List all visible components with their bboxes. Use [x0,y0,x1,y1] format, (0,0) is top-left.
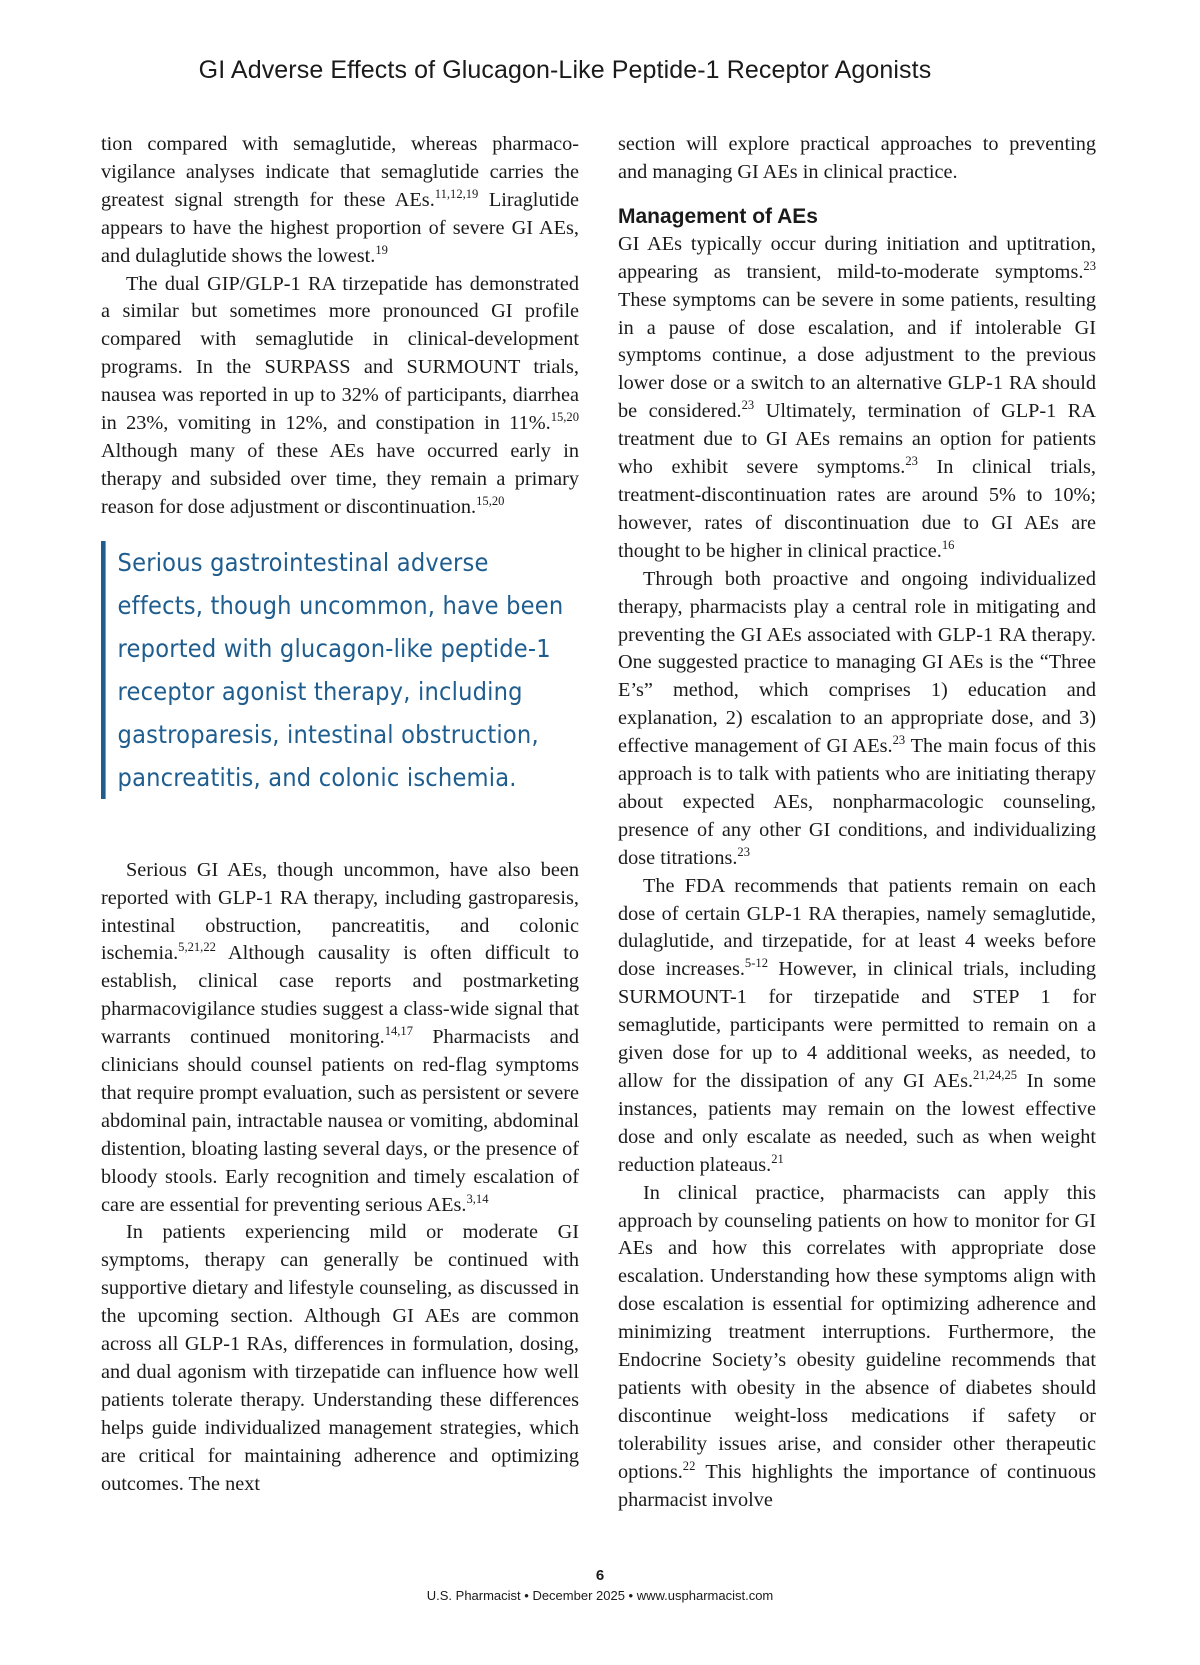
citation: 23 [892,733,906,748]
publication-footer: U.S. Pharmacist • December 2025 • www.uspharmacist.com [426,1588,774,1603]
citation: 5-12 [744,956,768,971]
citation: 19 [375,242,388,257]
left-column [101,131,579,1499]
citation: 14,17 [384,1024,414,1039]
text-run: Liraglutide appears to have the highest proportion of severe GI AEs, and dulaglutide shows the lowest. [101,188,579,267]
citation: 22 [682,1458,696,1473]
text-run: Through both proactive and ongoing individualized therapy, pharmacists play a central role in mitigating and preventing the GI AEs associated with GLP-1 RA therapy. One suggested practice to managing GI AEs is the “Three E’s” method, which comprises 1) education and explanation, 2) escalation to an appropriate dose, and 3) effective management of GI AEs. [618,567,1096,758]
body-paragraph [618,1180,1096,1515]
citation: 23 [737,844,750,859]
text-run: This highlights the importance of continuous pharmacist involve [618,1460,1096,1511]
citation: 15,20 [550,410,579,425]
body-paragraph [618,566,1096,873]
running-header: GI Adverse Effects of Glucagon-Like Peptide-1 Receptor Agonists [198,56,932,84]
text-run: In some instances, patients may remain on the lowest effective dose and only escalate as needed, such as when weight reduction plateaus. [618,1070,1096,1176]
text-run: These symptoms can be severe in some patients, resulting in a pause of dose escalation, and if intolerable GI symptoms continue, a dose adjustment to the previous lower dose or a switch to an alternative GLP-1 RA should be considered. [618,288,1096,423]
text-run: GI AEs typically occur during initiation and uptitration, appearing as transient, mild-to-moderate symptoms. [618,232,1096,283]
citation: 21 [771,1151,784,1166]
text-run: However, in clinical trials, including SURMOUNT-1 for tirzepatide and STEP 1 for semaglutide, participants were permitted to remain on a given dose for up to 4 additional weeks, as needed, to allow for the dissipation of any GI AEs. [618,958,1096,1092]
text-run: Although causality is often difficult to establish, clinical case reports and postmarketing pharmacovigilance studies suggest a class-wide signal that warrants continued monitoring. [101,942,579,1049]
body-paragraph [618,231,1096,566]
citation: 15,20 [476,494,505,509]
body-paragraph [101,131,579,271]
text-run: The FDA recommends that patients remain on each dose of certain GLP-1 RA therapies, namely semaglutide, dulaglutide, and tirzepatide, for at least 4 weeks before dose increases. [618,874,1096,981]
pull-quote: Serious gastrointestinal adverse effects, though uncommon, have been reported with glucagon-like peptide-1 receptor agonist therapy, including gastroparesis, intestinal obstruction, pancreatitis, and colonic ischemia. [101,541,568,799]
citation: 11,12,19 [434,187,479,202]
text-run: Pharmacists and clinicians should counsel patients on red-flag symptoms that require prompt evaluation, such as persistent or severe abdominal pain, intractable nausea or vomiting, abdominal distention, bloating lasting several days, or the presence of bloody stools. Early recognition and timely escalation of care are essential for preventing serious AEs. [101,1026,579,1216]
text-run: The main focus of this approach is to talk with patients who are initiating therapy about expected AEs, nonpharmacologic counseling, presence of any other GI conditions, and individualizing dose titrations. [618,735,1096,869]
section-heading: Management of AEs [618,204,818,228]
text-run: tion compared with semaglutide, whereas pharmacovigilance analyses indicate that semaglutide carries the greatest signal strength for these AEs. [101,133,579,211]
text-run: Ultimately, termination of GLP-1 RA treatment due to GI AEs remains an option for patients who exhibit severe symptoms. [618,400,1096,479]
citation: 23 [741,398,755,413]
text-run: In clinical practice, pharmacists can apply this approach by counseling patients on how to monitor for GI AEs and how this correlates with appropriate dose escalation. Understanding how these symptoms align with dose escalation is essential for optimizing adherence and minimizing treatment interruptions. Furthermore, the Endocrine Society’s obesity guideline recommends that patients with obesity in the absence of diabetes should discontinue weight-loss medications if safety or tolerability issues arise, and consider other therapeutic options. [618,1181,1096,1483]
citation: 3,14 [466,1191,489,1206]
body-paragraph [101,857,579,1220]
text-run: The dual GIP/GLP-1 RA tirzepatide has demonstrated a similar but sometimes more pronounced GI profile compared with semaglutide in clinical-development programs. In the SURPASS and SURMOUNT trials, nausea was reported in up to 32% of participants, diarrhea in 23%, vomiting in 12%, and constipation in 11%. [101,272,579,435]
body-paragraph [618,873,1096,1180]
text-run: Although many of these AEs have occurred early in therapy and subsided over time, they remain a primary reason for dose adjustment or discontinuation. [101,439,579,518]
body-paragraph [101,271,579,522]
page-number: 6 [595,1567,605,1584]
citation: 21,24,25 [973,1068,1018,1083]
citation: 16 [941,538,955,553]
body-paragraph: In patients experiencing mild or moderate GI symptoms, therapy can generally be continued with supportive dietary and lifestyle counseling, as discussed in the upcoming section. Although GI AEs are common across all GLP-1 RAs, differences in formulation, dosing, and dual agonism with tirzepatide can influence how well patients tolerate therapy. Understanding these differences helps guide individualized management strategies, which are critical for maintaining adherence and optimizing outcomes. The next [101,1221,579,1495]
text-run: Serious GI AEs, though uncommon, have also been reported with GLP-1 RA therapy, including gastroparesis, intestinal obstruction, pancreatitis, and colonic ischemia. [101,858,579,965]
citation: 5,21,22 [178,940,216,955]
right-column [618,131,1096,1515]
citation: 23 [1083,258,1096,273]
text-run: In clinical trials, treatment-discontinuation rates are around 5% to 10%; however, rates of discontinuation due to GI AEs are thought to be higher in clinical practice. [618,456,1096,562]
body-paragraph: section will explore practical approaches to preventing and managing GI AEs in clinical practice. [618,133,1096,183]
citation: 23 [905,454,918,469]
